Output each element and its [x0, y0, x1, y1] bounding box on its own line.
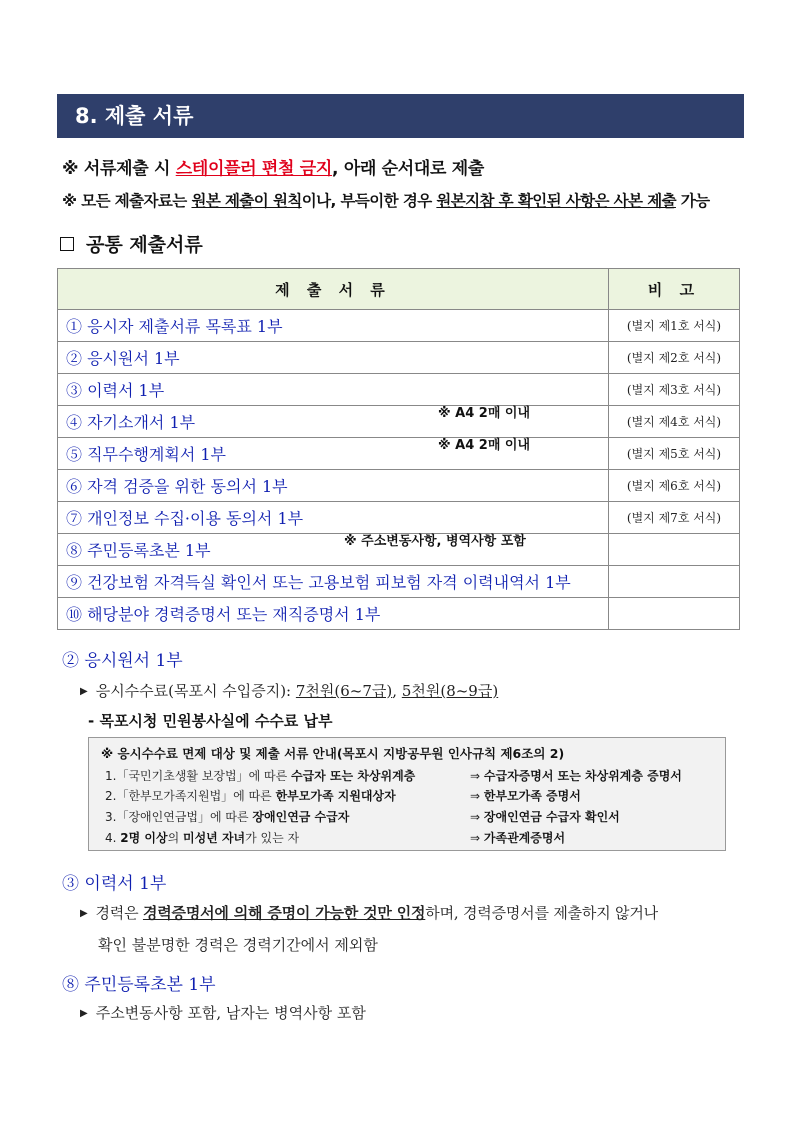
- exemption-document: 가족관계증명서: [483, 831, 566, 845]
- sec3-line1: [80, 902, 658, 923]
- exemption-text: 2.「한부모가족지원법」에 따른: [105, 789, 276, 803]
- section-title-bar: [57, 94, 744, 138]
- doc-note: (별지 제5호 서식): [626, 447, 722, 461]
- table-row: [58, 406, 740, 438]
- exemption-target: 미성년 자녀: [183, 831, 246, 845]
- exemption-row: [105, 829, 299, 846]
- exemption-row: [105, 808, 349, 825]
- note-staple: [62, 154, 484, 179]
- table-row: [58, 470, 740, 502]
- exemption-document: 수급자증명서 또는 차상위계층 증명서: [483, 769, 682, 783]
- fee-amount: 5천원(8~9급): [401, 682, 499, 700]
- doc-note: (별지 제4호 서식): [626, 415, 722, 429]
- doc-requirement: ※ A4 2매 이내: [438, 438, 531, 453]
- table-row: [58, 534, 740, 566]
- note-text: ※ 서류제출 시: [62, 159, 176, 179]
- table-row: [58, 598, 740, 630]
- fee-separator: ,: [392, 682, 402, 700]
- doc-note: (별지 제7호 서식): [626, 511, 722, 525]
- doc-item: ⑧ 주민등록초본 1부: [66, 541, 211, 560]
- exemption-target: 장애인연금 수급자: [252, 810, 350, 824]
- exemption-text: 1.「국민기초생활 보장법」에 따른: [105, 769, 291, 783]
- exemption-row: [105, 767, 415, 784]
- exemption-doc: [470, 808, 620, 825]
- table-header: [58, 269, 740, 310]
- exemption-target: 수급자 또는 차상위계층: [291, 769, 416, 783]
- header-docs: 제 출 서 류: [58, 269, 609, 310]
- resident-text: 주소변동사항 포함, 남자는 병역사항 포함: [95, 1004, 366, 1022]
- documents-table: [57, 268, 740, 630]
- doc-note: (별지 제3호 서식): [626, 383, 722, 397]
- arrow-icon: ⇒: [470, 789, 481, 803]
- exemption-text: 3.「장애인연금법」에 따른: [105, 810, 253, 824]
- sec2-fee-line: [80, 680, 498, 701]
- arrow-icon: ⇒: [470, 831, 481, 845]
- section-title: 8. 제출 서류: [75, 104, 194, 128]
- career-emphasis: 경력증명서에 의해 증명이 가능한 것만 인정: [142, 904, 426, 922]
- triangle-bullet-icon: ▶: [80, 1008, 88, 1019]
- note-text: ※ 모든 제출자료는: [62, 192, 192, 210]
- exemption-title: ※ 응시수수료 면제 대상 및 제출 서류 안내(목포시 지방공무원 인사규칙 제6조의 2): [101, 746, 565, 761]
- doc-item: ① 응시자 제출서류 목록표 1부: [66, 317, 283, 336]
- career-text: 경력은: [95, 904, 143, 922]
- fee-label: 응시수수료(목포시 수입증지):: [95, 682, 296, 700]
- triangle-bullet-icon: ▶: [80, 908, 88, 919]
- exemption-target: 2명 이상: [120, 831, 168, 845]
- checkbox-square-icon: [60, 237, 74, 251]
- common-heading-text: 공통 제출서류: [86, 234, 203, 256]
- triangle-bullet-icon: ▶: [80, 686, 88, 697]
- exemption-document: 한부모가족 증명서: [483, 789, 581, 803]
- doc-requirement: ※ A4 2매 이내: [438, 406, 531, 421]
- doc-note: (별지 제6호 서식): [626, 479, 722, 493]
- sec3-title: ③ 이력서 1부: [62, 874, 167, 894]
- doc-item: ④ 자기소개서 1부: [66, 413, 196, 432]
- table-row: [58, 374, 740, 406]
- exemption-document: 장애인연금 수급자 확인서: [483, 810, 620, 824]
- sec3-line2: 확인 불분명한 경력은 경력기간에서 제외함: [98, 936, 378, 954]
- doc-item: ⑩ 해당분야 경력증명서 또는 재직증명서 1부: [66, 605, 381, 624]
- doc-note: (별지 제1호 서식): [626, 319, 722, 333]
- header-notes: 비 고: [609, 269, 740, 310]
- note-text: , 아래 순서대로 제출: [332, 159, 485, 179]
- doc-item: ③ 이력서 1부: [66, 381, 165, 400]
- fee-amount: 7천원(6~7급): [295, 682, 393, 700]
- doc-item: ② 응시원서 1부: [66, 349, 180, 368]
- note-underline: 원본 제출이 원칙: [191, 192, 302, 210]
- note-text: 가능: [675, 192, 710, 210]
- note-highlight: 스테이플러 편철 금지: [175, 159, 333, 179]
- exemption-text: 의: [167, 831, 183, 845]
- note-underline: 원본지참 후 확인된 사항은 사본 제출: [436, 192, 676, 210]
- career-text: 하며, 경력증명서를 제출하지 않거나: [425, 904, 658, 922]
- exemption-doc: [470, 787, 581, 804]
- exemption-doc: [470, 829, 565, 846]
- sec8-title: ⑧ 주민등록초본 1부: [62, 975, 216, 995]
- exemption-target: 한부모가족 지원대상자: [275, 789, 396, 803]
- table-row: [58, 502, 740, 534]
- note-original: [62, 189, 710, 211]
- sec8-line1: [80, 1002, 366, 1023]
- arrow-icon: ⇒: [470, 769, 481, 783]
- table-row: [58, 566, 740, 598]
- sec2-title: ② 응시원서 1부: [62, 651, 183, 671]
- doc-item: ⑥ 자격 검증을 위한 동의서 1부: [66, 477, 288, 496]
- note-text: 이나, 부득이한 경우: [301, 192, 437, 210]
- table-row: [58, 310, 740, 342]
- exemption-text: 4.: [105, 831, 121, 845]
- exemption-text: 가 있는 자: [245, 831, 300, 845]
- doc-requirement: ※ 주소변동사항, 병역사항 포함: [344, 534, 526, 549]
- fee-exemption-box: [88, 737, 726, 851]
- table-row: [58, 342, 740, 374]
- exemption-row: [105, 787, 396, 804]
- sec2-pay-line: - 목포시청 민원봉사실에 수수료 납부: [88, 712, 333, 730]
- doc-item: ⑨ 건강보험 자격득실 확인서 또는 고용보험 피보험 자격 이력내역서 1부: [66, 573, 571, 592]
- exemption-doc: [470, 767, 682, 784]
- doc-item: ⑦ 개인정보 수집·이용 동의서 1부: [66, 509, 304, 528]
- doc-note: (별지 제2호 서식): [626, 351, 722, 365]
- common-heading: [60, 230, 203, 257]
- doc-item: ⑤ 직무수행계획서 1부: [66, 445, 226, 464]
- arrow-icon: ⇒: [470, 810, 481, 824]
- table-row: [58, 438, 740, 470]
